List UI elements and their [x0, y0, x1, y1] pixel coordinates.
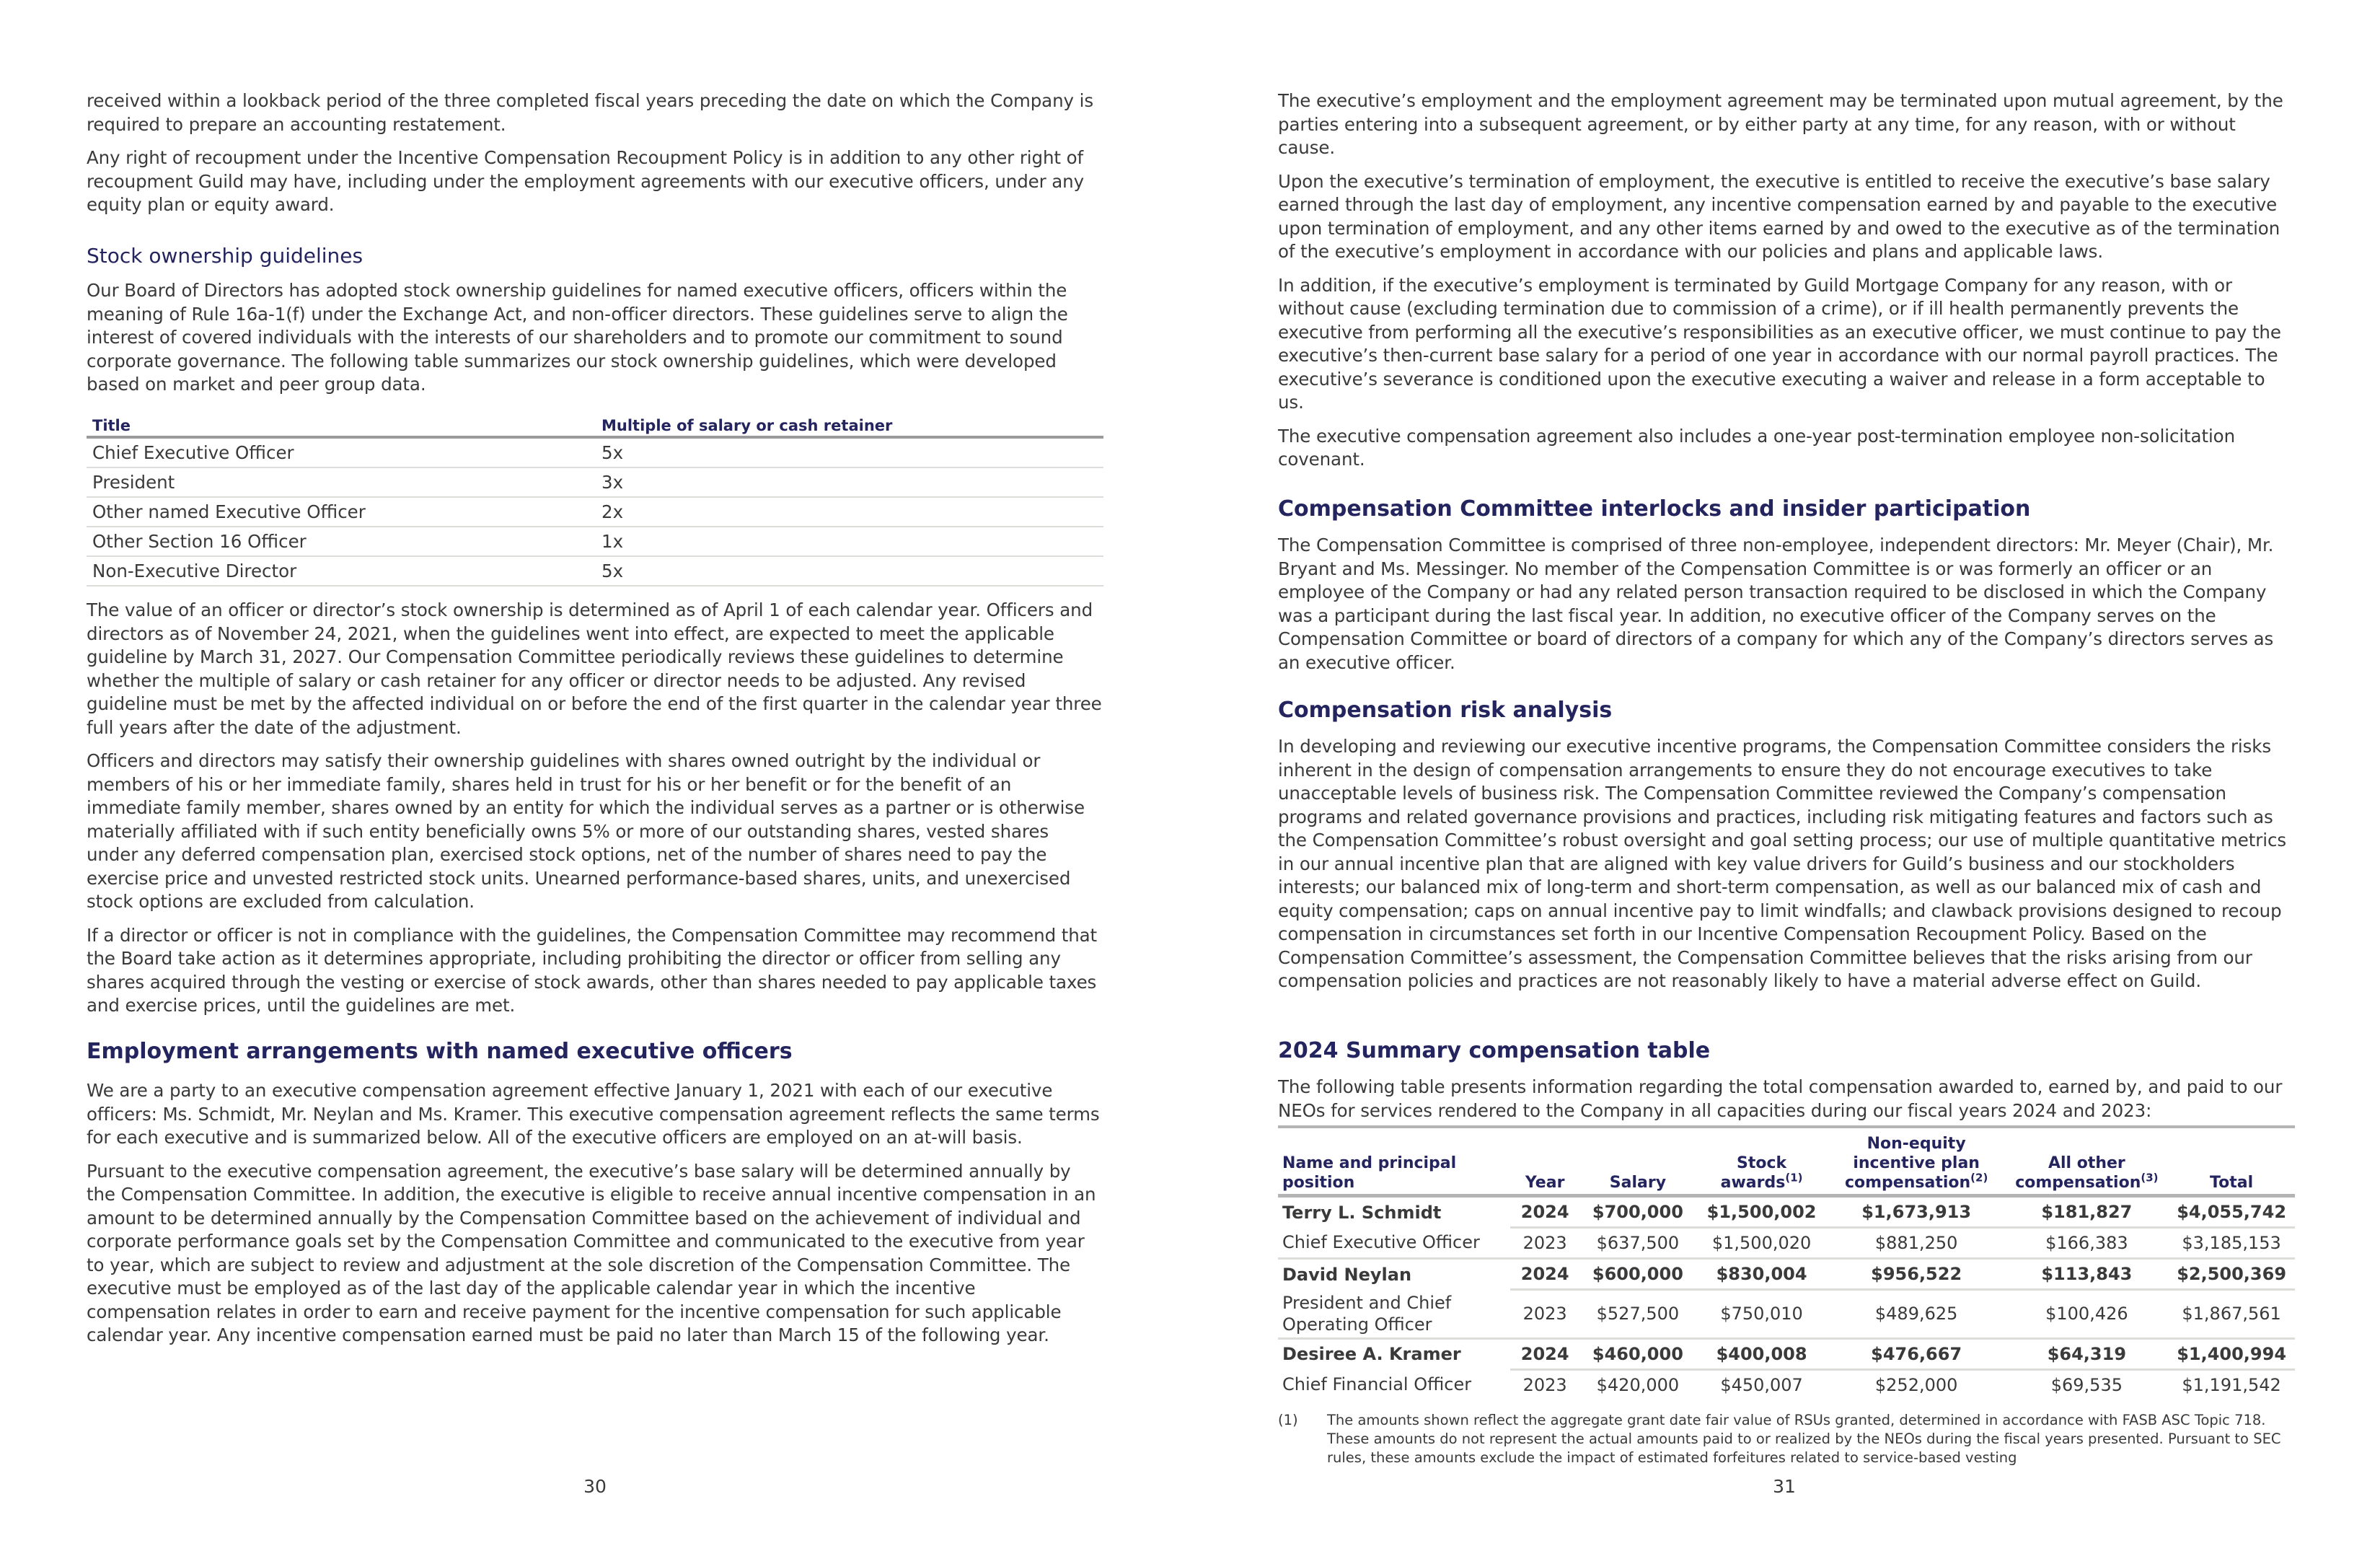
other-cell: $64,319	[2006, 1338, 2169, 1369]
section-heading: Stock ownership guidelines	[87, 244, 363, 268]
table-row	[1278, 1196, 2295, 1228]
year-cell: 2024	[1510, 1196, 1580, 1228]
ownership-table-wrap	[87, 413, 1103, 586]
table-row	[87, 437, 1103, 467]
page-number: 30	[583, 1476, 607, 1497]
column-header-stock-awards: Stock awards$^{(1)}$	[1696, 1127, 1827, 1196]
multiple-cell: 1x	[596, 527, 1103, 556]
year-cell: 2023	[1522, 1374, 1567, 1395]
column-header: Multiple of salary or cash retainer	[596, 413, 1103, 437]
position-cell: President and Chief Operating Officer	[1278, 1290, 1510, 1339]
paragraph: In developing and reviewing our executive incentive programs, the Compensation Committee considers the risks inherent in the design of compensation arrangements to ensure they do not encourage executives to take unacceptable levels of business risk. The Compensation Committee reviewed the Company’s compensation programs and related governance provisions and practices, including risk mitigating features and factors such as the Compensation Committee’s robust oversight and goal setting process; our use of multiple quantitative metrics in our annual incentive plan that are aligned with key value drivers for Guild’s business and our stockholders interests; our balanced mix of long-term and short-term compensation, as well as our balanced mix of cash and equity compensation; caps on annual incentive pay to limit windfalls; and clawback provisions designed to recoup compensation in circumstances set forth in our Incentive Compensation Recoupment Policy. Based on the Compensation Committee’s assessment, the Compensation Committee believes that the risks arising from our compensation policies and practices are not reasonably likely to have a material adverse effect on Guild.	[1278, 736, 2286, 991]
position-cell: Chief Executive Officer	[1278, 1228, 1510, 1259]
stock-cell: $750,010	[1696, 1290, 1827, 1339]
left-page	[87, 0, 1103, 1551]
nonequity-cell: $476,667	[1828, 1338, 2006, 1369]
title-cell: Chief Executive Officer	[87, 437, 596, 467]
column-header-all-other: All other compensation$^{(3)}$	[2006, 1127, 2169, 1196]
nonequity-cell: $252,000	[1874, 1374, 1958, 1395]
paragraph: The Compensation Committee is comprised of three non-employee, independent directors: Mr. Meyer (Chair), Mr. Bryant and Ms. Messinger. No member of the Compensation Committee is or was formerly an officer or an employee of the Company or had any related person transaction required to be disclosed in which the Company was a participant during the last fiscal year. In addition, no executive officer of the Company serves on the Compensation Committee or board of directors of a company for which any of the Company’s directors serves as an executive officer.	[1278, 535, 2274, 673]
year-cell: 2024	[1510, 1338, 1580, 1369]
section-heading: 2024 Summary compensation table	[1278, 1038, 1711, 1063]
summary-section	[1278, 1037, 2295, 1467]
stock-cell: $1,500,020	[1696, 1228, 1827, 1259]
intro-section	[87, 89, 1103, 227]
stock-ownership-section	[87, 242, 1103, 407]
stock-cell: $1,500,002	[1696, 1196, 1827, 1228]
title-cell: Other Section 16 Officer	[87, 527, 596, 556]
salary-cell: $600,000	[1579, 1259, 1696, 1290]
nonequity-cell: $1,673,913	[1828, 1196, 2006, 1228]
footnote-text: The amounts shown reflect the aggregate grant date fair value of RSUs granted, determined in accordance with FASB ASC Topic 718. These amounts do not represent the actual amounts paid to or realized by the NEOs during the fiscal years presented. Pursuant to SEC rules, these amounts exclude the impact of estimated forfeitures related to service-based vesting	[1327, 1411, 2281, 1466]
other-cell: $69,535	[2050, 1374, 2123, 1395]
paragraph: The value of an officer or director’s stock ownership is determined as of April 1 of each calendar year. Officers and directors as of November 24, 2021, when the guidelines went into effect, are expected to meet the applicable guideline by March 31, 2027. Our Compensation Committee periodically reviews these guidelines to determine whether the multiple of salary or cash retainer for any officer or director needs to be adjusted. Any revised guideline must be met by the affected individual on or before the end of the first quarter in the calendar year three full years after the date of the adjustment.	[87, 599, 1102, 738]
ownership-details	[87, 599, 1103, 1028]
termination-section	[1278, 89, 2295, 482]
year-cell: 2023	[1510, 1290, 1580, 1339]
paragraph: The following table presents information regarding the total compensation awarded to, earned by, and paid to our NEOs for services rendered to the Company in all capacities during our fiscal years 2024 and 2023:	[1278, 1076, 2283, 1121]
column-header: Title	[87, 413, 596, 437]
paragraph: In addition, if the executive’s employment is terminated by Guild Mortgage Company for any reason, with or without cause (excluding termination due to commission of a crime), or if ill health permanently prevents the executive from performing all the executive’s responsibilities as an executive officer, we must continue to pay the executive’s then-current base salary for a period of one year in accordance with our normal payroll practices. The executive’s severance is conditioned upon the executive executing a waiver and release in a form acceptable to us.	[1278, 274, 2281, 413]
paragraph: Upon the executive’s termination of employment, the executive is entitled to receive the executive’s base salary earned through the last day of employment, any incentive compensation earned by and payable to the executive upon termination of employment, and any other items earned by and owed to the executive as of the termination of the executive’s employment in accordance with our policies and plans and applicable laws.	[1278, 170, 2280, 262]
section-heading: Compensation Committee interlocks and insider participation	[1278, 496, 2031, 522]
table-row	[87, 556, 1103, 586]
total-cell: $4,055,742	[2168, 1196, 2295, 1228]
total-cell: $1,400,994	[2168, 1338, 2295, 1369]
paragraph: received within a lookback period of the three completed fiscal years preceding the date on which the Company is required to prepare an accounting restatement.	[87, 90, 1093, 135]
name-cell: Desiree A. Kramer	[1282, 1344, 1461, 1365]
table-row	[1278, 1228, 2295, 1259]
table-row	[87, 527, 1103, 556]
other-cell: $113,843	[2006, 1259, 2169, 1290]
name-cell: Terry L. Schmidt	[1282, 1202, 1442, 1223]
other-cell: $100,426	[2006, 1290, 2169, 1339]
paragraph: Our Board of Directors has adopted stock ownership guidelines for named executive officers, officers within the meaning of Rule 16a-1(f) under the Exchange Act, and non-officer directors. These guidelines serve to align the interest of covered individuals with the interests of our shareholders and to promote our commitment to sound corporate governance. The following table summarizes our stock ownership guidelines, which were developed based on market and peer group data.	[87, 280, 1068, 395]
paragraph: If a director or officer is not in compliance with the guidelines, the Compensation Committee may recommend that the Board take action as it determines appropriate, including prohibiting the director or officer from selling any shares acquired through the vesting or exercise of stock awards, other than shares needed to pay applicable taxes and exercise prices, until the guidelines are met.	[87, 924, 1098, 1016]
paragraph: Any right of recoupment under the Incentive Compensation Recoupment Policy is in addition to any other right of recoupment Guild may have, including under the employment agreements with our executive officers, under any equity plan or equity award.	[87, 147, 1085, 215]
year-cell: 2024	[1510, 1259, 1580, 1290]
table-row	[87, 497, 1103, 527]
column-header-salary: Salary	[1579, 1127, 1696, 1196]
table-header-row	[87, 413, 1103, 437]
section-heading: Employment arrangements with named executive officers	[87, 1039, 793, 1064]
right-page	[1278, 0, 2295, 1551]
table-row	[1278, 1290, 2295, 1339]
column-header-total: Total	[2168, 1127, 2295, 1196]
title-cell: President	[87, 467, 596, 497]
paragraph: We are a party to an executive compensation agreement effective January 1, 2021 with each of our executive officers: Ms. Schmidt, Mr. Neylan and Ms. Kramer. This executive compensation agreement reflects the same terms for each executive and is summarized below. All of the executive officers are employed on an at-will basis.	[87, 1080, 1100, 1148]
column-header-name: Name and principal position	[1278, 1127, 1510, 1196]
total-cell: $1,867,561	[2168, 1290, 2295, 1339]
ownership-guidelines-table	[87, 413, 1103, 586]
total-cell: $3,185,153	[2168, 1228, 2295, 1259]
position-cell: Chief Financial Officer	[1282, 1374, 1472, 1394]
page-number: 31	[1773, 1476, 1796, 1497]
salary-cell: $420,000	[1596, 1374, 1680, 1395]
interlocks-section	[1278, 495, 2295, 685]
title-cell: Non-Executive Director	[87, 556, 596, 586]
table-row	[1278, 1259, 2295, 1290]
stock-cell: $400,008	[1696, 1338, 1827, 1369]
column-header-non-equity: Non-equity incentive plan compensation$^{(2)}$	[1828, 1127, 2006, 1196]
table-header-row	[1278, 1127, 2295, 1196]
table-row	[1278, 1369, 2295, 1400]
multiple-cell: 2x	[596, 497, 1103, 527]
footnote-ref: (1)	[1785, 1171, 1803, 1185]
salary-cell: $527,500	[1579, 1290, 1696, 1339]
year-cell: 2023	[1510, 1228, 1580, 1259]
other-cell: $166,383	[2006, 1228, 2169, 1259]
multiple-cell: 5x	[596, 437, 1103, 467]
footnote-ref: (3)	[2141, 1171, 2159, 1185]
paragraph: The executive’s employment and the employment agreement may be terminated upon mutual agreement, by the parties entering into a subsequent agreement, or by either party at any time, for any reason, with or without cause.	[1278, 90, 2283, 158]
multiple-cell: 5x	[596, 556, 1103, 586]
stock-cell: $830,004	[1696, 1259, 1827, 1290]
column-header-year: Year	[1510, 1127, 1580, 1196]
footnote	[1278, 1411, 2295, 1467]
summary-compensation-table	[1278, 1125, 2295, 1400]
table-row	[87, 467, 1103, 497]
salary-cell: $460,000	[1579, 1338, 1696, 1369]
paragraph: Officers and directors may satisfy their ownership guidelines with shares owned outright by the individual or members of his or her immediate family, shares held in trust for his or her benefit or for the benefit of an immediate family member, shares owned by an entity for which the individual serves as a partner or is otherwise materially affiliated with if such entity beneficially owns 5% or more of our outstanding shares, vested shares under any deferred compensation plan, exercised stock options, net of the number of shares need to pay the exercise price and unvested restricted stock units. Unearned performance-based shares, units, and unexercised stock options are excluded from calculation.	[87, 750, 1085, 912]
nonequity-cell: $881,250	[1828, 1228, 2006, 1259]
footnote-ref: (2)	[1970, 1171, 1988, 1185]
total-cell: $2,500,369	[2168, 1259, 2295, 1290]
salary-cell: $700,000	[1579, 1196, 1696, 1228]
employment-section	[87, 1037, 1103, 1358]
paragraph: Pursuant to the executive compensation agreement, the executive’s base salary will be determined annually by the Compensation Committee. In addition, the executive is eligible to receive annual incentive compensation in an amount to be determined annually by the Compensation Committee based on the achievement of individual and corporate performance goals set by the Compensation Committee and communicated to the executive from year to year, which are subject to review and adjustment at the sole discretion of the Compensation Committee. The executive must be employed as of the last day of the applicable calendar year in which the incentive compensation relates in order to earn and receive payment for the incentive compensation for such applicable calendar year. Any incentive compensation earned must be paid no later than March 15 of the following year.	[87, 1160, 1096, 1345]
nonequity-cell: $489,625	[1828, 1290, 2006, 1339]
section-heading: Compensation risk analysis	[1278, 698, 1613, 723]
other-cell: $181,827	[2006, 1196, 2169, 1228]
total-cell: $1,191,542	[2182, 1374, 2281, 1395]
stock-cell: $450,007	[1720, 1374, 1803, 1395]
title-cell: Other named Executive Officer	[87, 497, 596, 527]
name-cell: David Neylan	[1282, 1264, 1412, 1285]
multiple-cell: 3x	[596, 467, 1103, 497]
risk-section	[1278, 696, 2295, 1003]
paragraph: The executive compensation agreement also includes a one-year post-termination employee non-solicitation covenant.	[1278, 425, 2236, 470]
nonequity-cell: $956,522	[1828, 1259, 2006, 1290]
salary-cell: $637,500	[1579, 1228, 1696, 1259]
table-row	[1278, 1338, 2295, 1369]
footnote-mark: (1)	[1278, 1411, 1298, 1428]
